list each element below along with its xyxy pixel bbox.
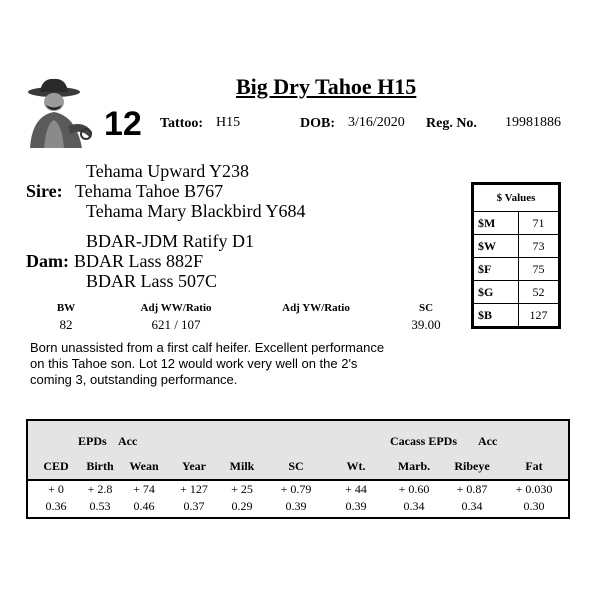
- dollar-values-title: $ Values: [474, 185, 559, 212]
- epd-value: + 0.87: [456, 482, 488, 496]
- adj-ww-label: Adj WW/Ratio: [140, 302, 212, 314]
- carcass-group-label: Cacass EPDs: [390, 434, 458, 448]
- bw-value: 82: [59, 317, 73, 332]
- epd-column-header: CED: [43, 459, 69, 473]
- adj-yw-label: Adj YW/Ratio: [282, 302, 350, 314]
- dollar-value: 75: [519, 258, 559, 281]
- carcass-acc-label: Acc: [478, 434, 498, 448]
- sc-label: SC: [418, 302, 434, 314]
- dollar-label: $M: [474, 212, 519, 235]
- sire-dam: Tehama Mary Blackbird Y684: [86, 201, 306, 221]
- cowboy-portrait-icon: [24, 76, 96, 148]
- dollar-row: [474, 281, 559, 304]
- epd-value: + 0: [48, 482, 64, 496]
- epd-value: + 2.8: [87, 482, 113, 496]
- tattoo-value: H15: [216, 115, 241, 130]
- dam-label: Dam:: [26, 251, 69, 271]
- lot-number: 12: [104, 105, 142, 143]
- epd-column-header: Marb.: [397, 459, 431, 473]
- dollar-value: 127: [519, 304, 559, 327]
- epd-column-header: Ribeye: [454, 459, 490, 473]
- dollar-row: [474, 212, 559, 235]
- dob-label: DOB:: [300, 116, 335, 131]
- epd-accuracy: 0.46: [133, 499, 155, 513]
- bw-label: BW: [56, 302, 76, 314]
- epd-table: [26, 419, 570, 519]
- epd-accuracy: 0.39: [345, 499, 367, 513]
- dam-name: BDAR Lass 882F: [74, 251, 204, 271]
- dollar-label: $G: [474, 281, 519, 304]
- tattoo-label: Tattoo:: [160, 116, 204, 131]
- dollar-row: [474, 235, 559, 258]
- epd-column-header: Wean: [129, 459, 159, 473]
- epd-column-header: Milk: [229, 459, 255, 473]
- epd-accuracy: 0.29: [231, 499, 253, 513]
- dollar-value: 73: [519, 235, 559, 258]
- adj-ww-value: 621 / 107: [151, 317, 201, 332]
- epd-accuracy: 0.39: [285, 499, 307, 513]
- reg-no-value: 19981886: [505, 115, 561, 130]
- epd-value: + 0.60: [398, 482, 430, 496]
- dollar-value: 71: [519, 212, 559, 235]
- epd-accuracy: 0.34: [403, 499, 425, 513]
- epd-column-header: Year: [182, 459, 206, 473]
- dollar-label: $B: [474, 304, 519, 327]
- epd-value: + 44: [345, 482, 367, 496]
- epd-value: + 0.79: [280, 482, 312, 496]
- reg-no-label: Reg. No.: [426, 116, 477, 131]
- epd-accuracy: 0.36: [45, 499, 67, 513]
- epd-column-header: SC: [288, 459, 304, 473]
- epd-value: + 74: [133, 482, 155, 496]
- epd-value: + 127: [180, 482, 208, 496]
- sire-name: Tehama Tahoe B767: [75, 181, 224, 201]
- epd-group-label: EPDs: [78, 434, 107, 448]
- dollar-values-table: [471, 182, 561, 329]
- dam-sire: BDAR-JDM Ratify D1: [86, 231, 255, 251]
- epd-value: + 0.030: [515, 482, 553, 496]
- dollar-row: [474, 304, 559, 327]
- dob-value: 3/16/2020: [348, 115, 405, 130]
- sire-sire: Tehama Upward Y238: [86, 161, 250, 181]
- dollar-label: $W: [474, 235, 519, 258]
- dollar-row: [474, 258, 559, 281]
- epd-accuracy: 0.34: [461, 499, 483, 513]
- epd-column-header: Wt.: [346, 459, 366, 473]
- epd-accuracy: 0.37: [183, 499, 205, 513]
- dam-dam: BDAR Lass 507C: [86, 271, 218, 291]
- animal-name-title: Big Dry Tahoe H15: [236, 74, 417, 99]
- sire-label: Sire:: [26, 181, 63, 201]
- epd-accuracy: 0.53: [89, 499, 111, 513]
- epd-accuracy: 0.30: [523, 499, 545, 513]
- epd-acc-label: Acc: [118, 434, 138, 448]
- epd-column-header: Birth: [86, 459, 114, 473]
- sc-value: 39.00: [411, 317, 441, 332]
- lot-comment: Born unassisted from a first calf heifer. Excellent performance on this Tahoe son. Lot 12 would work very well on the 2's coming 3, outstanding performance.: [30, 340, 385, 387]
- dollar-value: 52: [519, 281, 559, 304]
- dollar-label: $F: [474, 258, 519, 281]
- epd-column-header: Fat: [525, 459, 543, 473]
- epd-value: + 25: [231, 482, 253, 496]
